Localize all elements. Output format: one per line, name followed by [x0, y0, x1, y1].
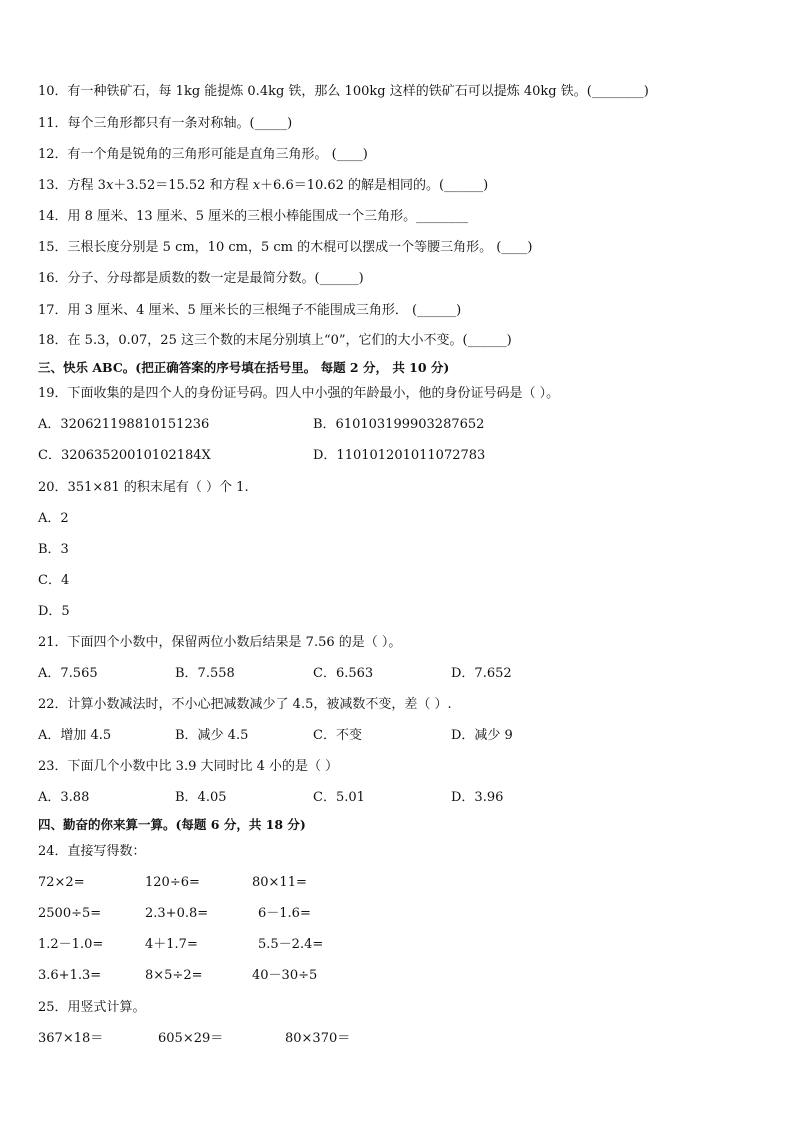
question-23-stem: 23．下面几个小数中比 3.9 大同时比 4 小的是（ ） — [38, 759, 339, 774]
question-12: 12．有一个角是锐角的三角形可能是直角三角形。 (____) — [38, 147, 368, 162]
question-24-stem: 24．直接写得数： — [38, 844, 146, 859]
q24-item: 3.6+1.3= — [38, 968, 102, 983]
q24-item: 2.3+0.8= — [145, 906, 209, 921]
q20-option-d: D．5 — [38, 604, 70, 619]
q23-option-b: B．4.05 — [175, 790, 227, 805]
q21-option-c: C．6.563 — [313, 666, 374, 681]
question-11: 11．每个三角形都只有一条对称轴。(_____) — [38, 116, 293, 131]
question-13: 13．方程 3𝑥＋3.52＝15.52 和方程 𝑥＋6.6＝10.62 的解是相同的。(______) — [38, 178, 489, 193]
q24-item: 2500÷5= — [38, 906, 102, 921]
q21-option-b: B．7.558 — [175, 666, 235, 681]
q21-option-d: D．7.652 — [451, 666, 512, 681]
question-22-stem: 22．计算小数减法时，不小心把减数减少了 4.5，被减数不变，差（ ）. — [38, 697, 452, 712]
q24-item: 6－1.6= — [258, 906, 311, 921]
q22-option-b: B．减少 4.5 — [175, 728, 249, 743]
question-20-stem: 20．351×81 的积末尾有（ ）个 1. — [38, 480, 249, 495]
q24-item: 4＋1.7= — [145, 937, 198, 952]
question-14: 14．用 8 厘米、13 厘米、5 厘米的三根小棒能围成一个三角形。________ — [38, 209, 469, 224]
q20-option-a: A．2 — [38, 511, 69, 526]
q19-option-d: D．110101201011072783 — [313, 448, 486, 463]
q23-option-a: A．3.88 — [38, 790, 90, 805]
q24-item: 8×5÷2= — [145, 968, 203, 983]
q20-option-b: B．3 — [38, 542, 69, 557]
q19-option-b: B．610103199903287652 — [313, 417, 485, 432]
q25-item: 80×370＝ — [285, 1031, 351, 1046]
q22-option-c: C．不变 — [313, 728, 362, 743]
q23-option-c: C．5.01 — [313, 790, 365, 805]
q24-item: 5.5－2.4= — [258, 937, 324, 952]
q24-item: 80×11= — [252, 875, 307, 890]
q25-item: 605×29＝ — [158, 1031, 224, 1046]
q22-option-d: D．减少 9 — [451, 728, 513, 743]
question-19-stem: 19．下面收集的是四个人的身份证号码。四人中小强的年龄最小，他的身份证号码是（ ）。 — [38, 386, 560, 401]
question-17: 17．用 3 厘米、4 厘米、5 厘米长的三根绳子不能围成三角形． (______) — [38, 303, 462, 318]
q20-option-c: C．4 — [38, 573, 70, 588]
q19-option-a: A．320621198810151236 — [38, 417, 210, 432]
q24-item: 1.2－1.0= — [38, 937, 104, 952]
q25-item: 367×18＝ — [38, 1031, 104, 1046]
q22-option-a: A．增加 4.5 — [38, 728, 112, 743]
q23-option-d: D．3.96 — [451, 790, 504, 805]
question-25-stem: 25．用竖式计算。 — [38, 1000, 146, 1015]
question-16: 16．分子、分母都是质数的数一定是最简分数。(______) — [38, 271, 364, 286]
section-4-title: 四、勤奋的你来算一算。(每题 6 分，共 18 分) — [38, 817, 306, 832]
question-15: 15．三根长度分别是 5 cm，10 cm，5 cm 的木棍可以摆成一个等腰三角形。 (____) — [38, 240, 533, 255]
question-21-stem: 21．下面四个小数中，保留两位小数后结果是 7.56 的是（ ）。 — [38, 635, 402, 650]
q24-item: 120÷6= — [145, 875, 200, 890]
q19-option-c: C．32063520010102184X — [38, 448, 211, 463]
section-3-title: 三、快乐 ABC。(把正确答案的序号填在括号里。 每题 2 分， 共 10 分) — [38, 360, 450, 375]
q24-item: 72×2= — [38, 875, 85, 890]
question-18: 18．在 5.3，0.07，25 这三个数的末尾分别填上“0”，它们的大小不变。(______) — [38, 333, 512, 348]
q21-option-a: A．7.565 — [38, 666, 98, 681]
question-10: 10．有一种铁矿石，每 1kg 能提炼 0.4kg 铁，那么 100kg 这样的铁矿石可以提炼 40kg 铁。(________) — [38, 84, 649, 99]
q24-item: 40－30÷5 — [252, 968, 318, 983]
